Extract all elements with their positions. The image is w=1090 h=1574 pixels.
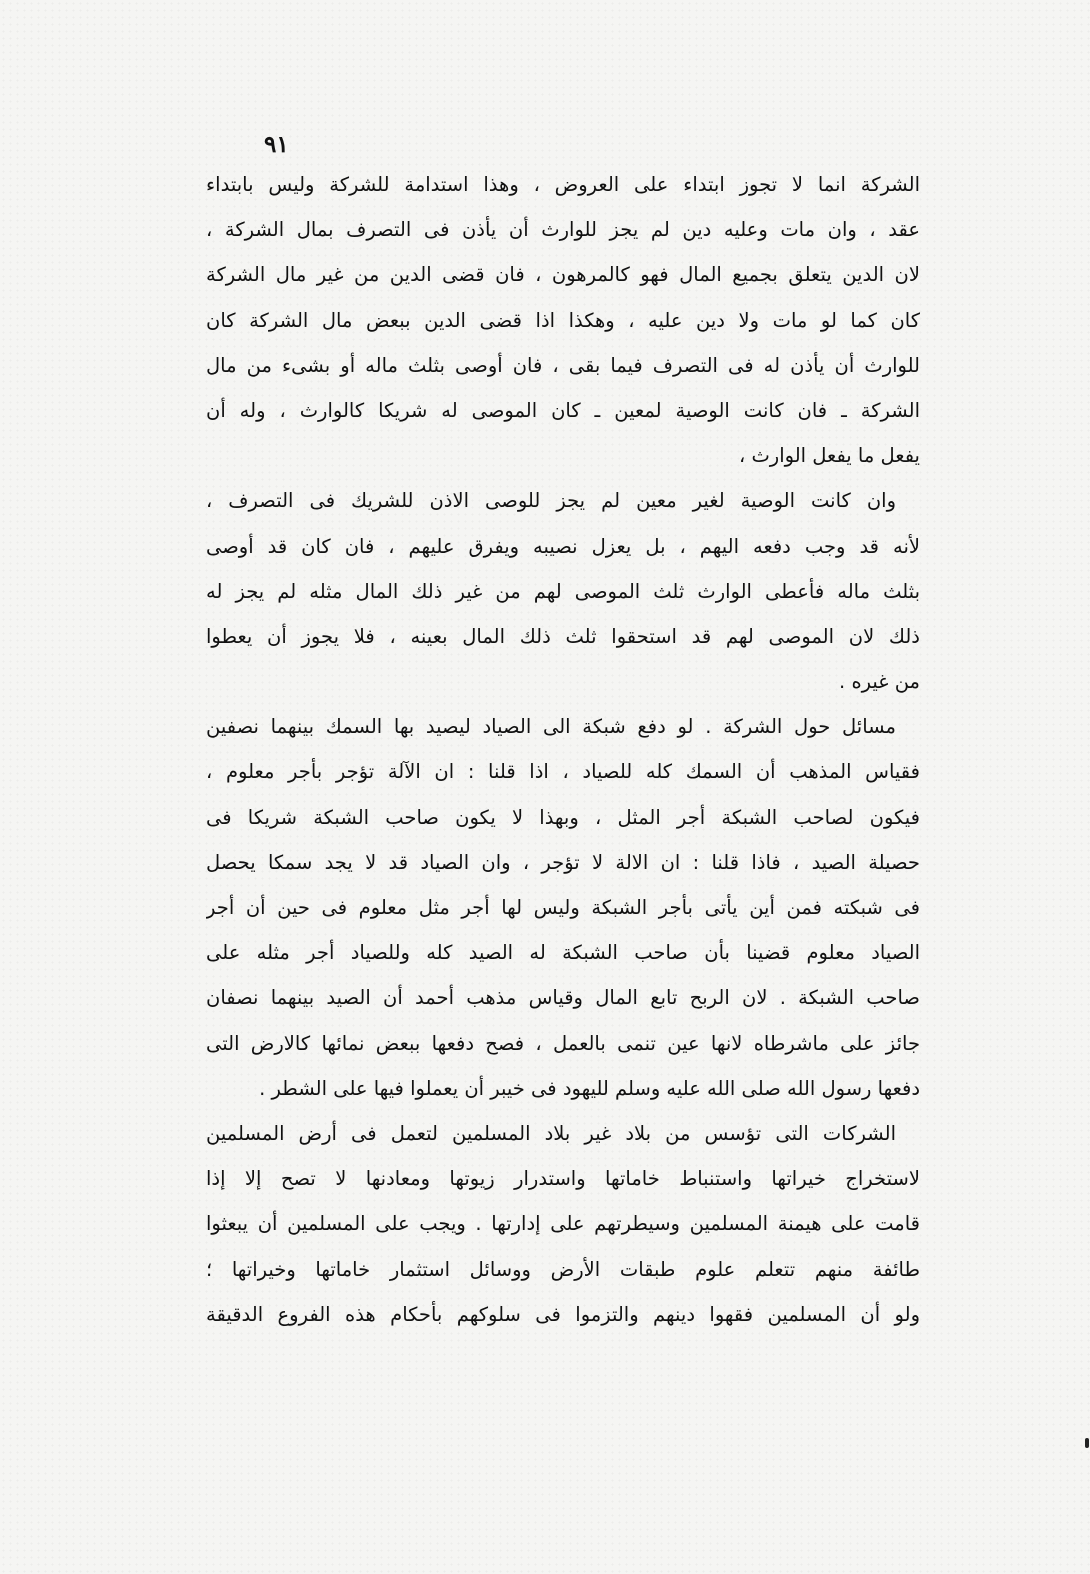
text-line: الشركة انما لا تجوز ابتداء على العروض ، وهذا استدامة للشركة وليس بابتداء <box>206 173 920 196</box>
text-line: من غيره . <box>839 670 920 694</box>
text-line: بثلث ماله فأعطى الوارث ثلث الموصى لهم من غير ذلك المال مثله لم يجز له <box>206 579 920 603</box>
text-line: طائفة منهم تتعلم علوم طبقات الأرض ووسائل استثمار خاماتها وخيراتها ؛ <box>206 1257 920 1281</box>
text-line: حصيلة الصيد ، فاذا قلنا : ان الالة لا تؤجر ، وان الصياد قد لا يجد سمكا يحصل <box>206 850 920 874</box>
text-line: قامت على هيمنة المسلمين وسيطرتهم على إدارتها . ويجب على المسلمين أن يبعثوا <box>206 1212 920 1236</box>
text-line: الصياد معلوم قضينا بأن صاحب الشبكة له الصيد كله وللصياد أجر مثله على <box>206 941 920 965</box>
text-line: عقد ، وان مات وعليه دين لم يجز للوارث أن يأذن فى التصرف بمال الشركة ، <box>206 218 920 242</box>
text-line: فيكون لصاحب الشبكة أجر المثل ، وبهذا لا يكون صاحب الشبكة شريكا فى <box>206 805 920 829</box>
text-line: الشركة ـ فان كانت الوصية لمعين ـ كان الموصى له شريكا كالوارث ، وله أن <box>206 398 920 422</box>
text-line: كان كما لو مات ولا دين عليه ، وهكذا اذا قضى الدين ببعض مال الشركة كان <box>206 308 920 332</box>
text-line: للوارث أن يأذن له فى التصرف فيما بقى ، فان أوصى بثلث ماله أو بشىء من مال <box>206 353 920 377</box>
text-line: لان الدين يتعلق بجميع المال فهو كالمرهون ، فان قضى الدين من غير مال الشركة <box>206 263 920 287</box>
text-line: جائز على ماشرطاه لانها عين تنمى بالعمل ، فصح دفعها ببعض نمائها كالارض التى <box>206 1031 920 1055</box>
text-line: فقياس المذهب أن السمك كله للصياد ، اذا قلنا : ان الآلة تؤجر بأجر معلوم ، <box>206 760 920 784</box>
text-line: لاستخراج خيراتها واستنباط خاماتها واستدرار زيوتها ومعادنها لا تصح إلا إذا <box>206 1167 920 1191</box>
scan-edge-mark <box>1085 1438 1089 1448</box>
text-line: صاحب الشبكة . لان الربح تابع المال وقياس مذهب أحمد أن الصيد بينهما نصفان <box>206 986 920 1010</box>
text-line: فى شبكته فمن أين يأتى بأجر الشبكة وليس لها أجر مثل معلوم فى حين أن أجر <box>206 896 920 919</box>
text-line: ولو أن المسلمين فقهوا دينهم والتزموا فى سلوكهم بأحكام هذه الفروع الدقيقة <box>206 1302 920 1326</box>
text-line: دفعها رسول الله صلى الله عليه وسلم لليهود فى خيبر أن يعملوا فيها على الشطر . <box>259 1076 920 1100</box>
body-text <box>206 162 920 1337</box>
text-line: ذلك لان الموصى لهم قد استحقوا ثلث ذلك المال بعينه ، فلا يجوز أن يعطوا <box>206 624 920 648</box>
text-line: لأنه قد وجب دفعه اليهم ، بل يعزل نصيبه ويفرق عليهم ، فان كان قد أوصى <box>206 534 920 558</box>
paragraph-first-line: وان كانت الوصية لغير معين لم يجز للوصى الاذن للشريك فى التصرف ، <box>206 489 896 513</box>
paragraph-first-line: الشركات التى تؤسس من بلاد غير بلاد المسلمين لتعمل فى أرض المسلمين <box>206 1121 896 1145</box>
text-line: يفعل ما يفعل الوارث ، <box>738 444 920 468</box>
paragraph-first-line: مسائل حول الشركة . لو دفع شبكة الى الصياد ليصيد بها السمك بينهما نصفين <box>206 715 896 739</box>
page-number: ٩١ <box>264 131 289 158</box>
